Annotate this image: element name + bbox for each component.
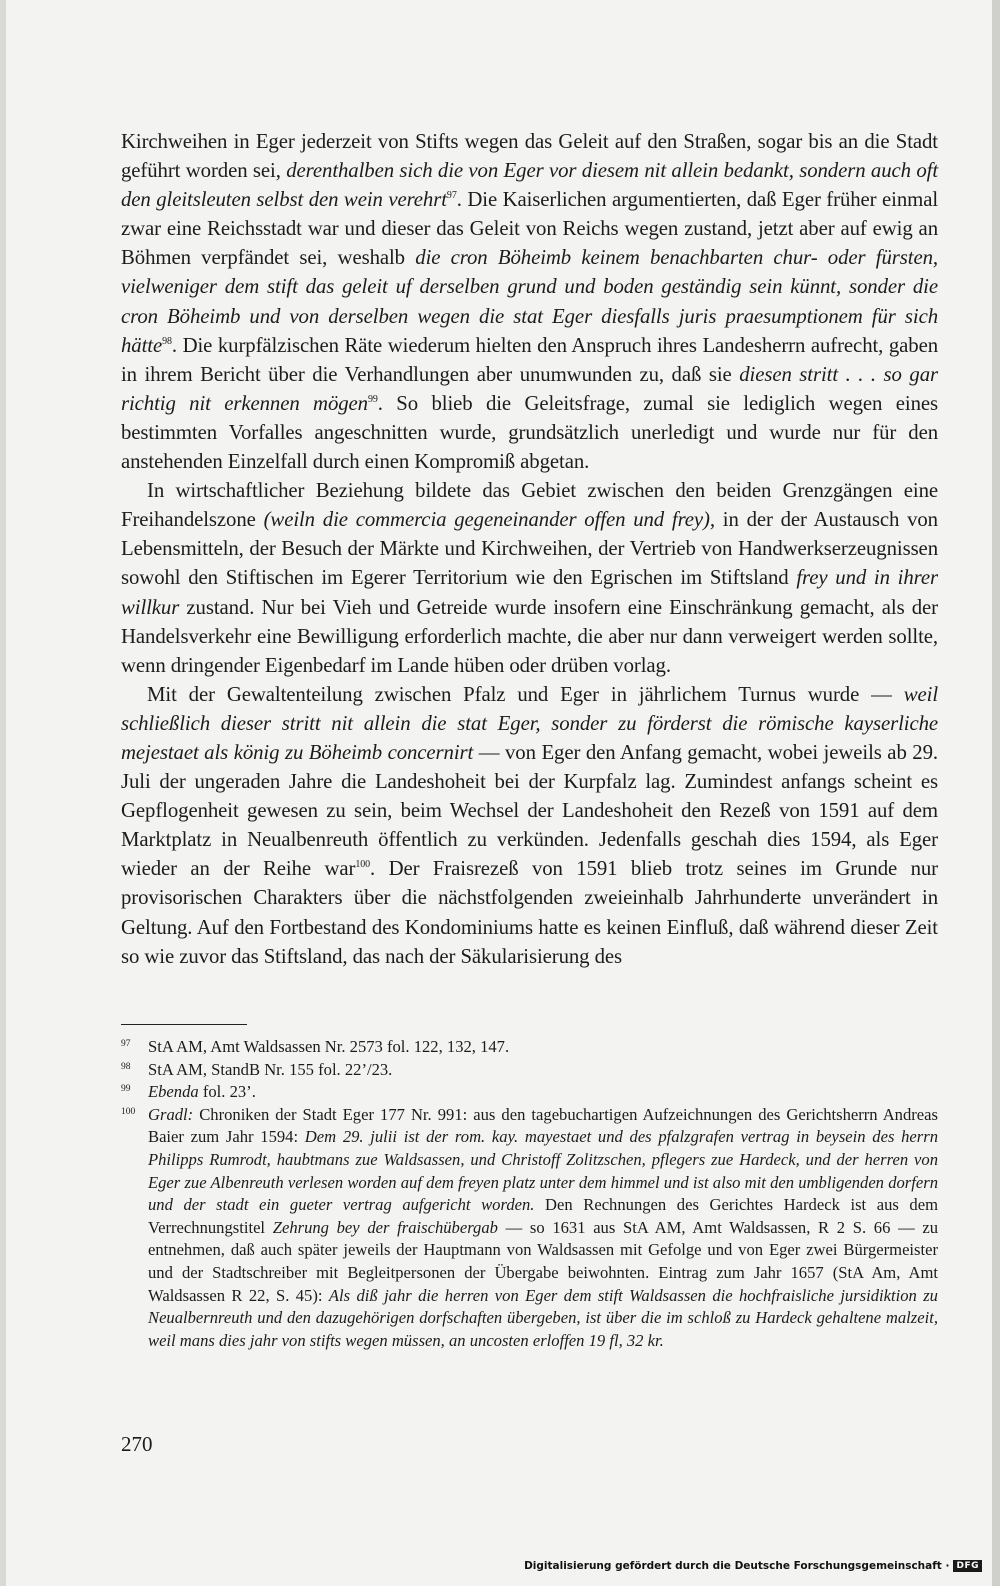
footnote: [121, 1081, 938, 1104]
text-run: StA AM, Amt Waldsassen Nr. 2573 fol. 122, 132, 147.: [148, 1037, 510, 1056]
text-run: . Der Fraisrezeß von 1591 blieb trotz seines im Grunde nur provisorischen Charakters über die nächstfolgenden zweieinhalb Jahrhunderte unverändert in Geltung. Auf den Fortbestand des Kondominiums hatte es keinen Einfluß, daß während dieser Zeit so wie zuvor das Stiftsland, das nach der Säkularisierung des: [121, 857, 938, 968]
text-run: In wirtschaftlicher Beziehung bildete das Gebiet zwischen den beiden Grenzgängen eine Freihandelszone: [121, 479, 938, 532]
footnote-ref: 100: [355, 859, 371, 871]
footnote-number: 97: [121, 1039, 131, 1049]
footnote-number: 99: [121, 1084, 131, 1095]
text-run: — so 1631 aus StA AM, Amt Waldsassen, R 2 S. 66 — zu entnehmen, daß auch später jeweils der Hauptmann von Waldsassen mit Gefolge und von Eger zwei Bürgermeister und der Stadtschreiber mit Begleitpersonen der Übergabe beiwohnten. Eintrag zum Jahr 1657 (StA Am, Amt Waldsassen R 22, S. 45):: [148, 1217, 939, 1305]
footnote-number: 100: [121, 1106, 136, 1117]
italic-quote: diesen stritt . . . so gar richtig nit erkennen mögen: [121, 362, 938, 415]
italic-quote: Dem 29. julii ist der rom. kay. mayestaet und des pfalzgrafen vertrag in beysein des herrn Philipps Rumrodt, haubtmans zue Waldsassen, und Christoff Zolitzschen, pflegers zue Hardeck, und der herren von Eger zue Albenreuth verlesen worden auf dem freyen platz unter dem himmel und ist also mit den umbligenden dorfern und der stadt ein gueter vertrag aufgericht worden.: [148, 1127, 938, 1215]
footnote-number: 98: [121, 1061, 131, 1072]
text-run: Mit der Gewaltenteilung zwischen Pfalz und Eger in jährlichem Turnus wurde —: [147, 682, 904, 706]
text-run: — von Eger den Anfang gemacht, wobei jeweils ab 29. Juli der ungeraden Jahre die Landeshoheit bei der Kurpfalz lag. Zumindest anfangs scheint es Gepflogenheit gewesen zu sein, beim Wechsel der Landeshoheit den Rezeß von 1591 auf dem Marktplatz in Neualbenreuth öffentlich zu verkünden. Jedenfalls geschah dies 1594, als Eger wieder an der Reihe war: [121, 740, 938, 881]
italic-quote: weil schließlich dieser stritt nit allein die stat Eger, sonder zu förderst die römische kayserliche mejestaet als könig zu Böheimb concernirt: [121, 682, 938, 764]
italic-quote: Ebenda: [148, 1082, 199, 1102]
dfg-logo: DFG: [953, 1560, 982, 1572]
italic-quote: Zehrung bey der fraischübergab: [272, 1217, 498, 1237]
footnote: [121, 1059, 938, 1082]
text-run: StA AM, StandB Nr. 155 fol. 22’/23.: [148, 1059, 393, 1079]
footnote-separator: [121, 1024, 247, 1025]
italic-quote: Gradl:: [148, 1104, 194, 1124]
digitization-credit: [524, 1560, 982, 1572]
text-run: fol. 23’.: [198, 1082, 256, 1102]
text-run: . So blieb die Geleitsfrage, zumal sie lediglich wegen eines bestimmten Vorfalles angeschnitten wurde, grundsätzlich unerledigt und wurde nur für den anstehenden Einzelfall durch einen Kompromiß abgetan.: [121, 391, 938, 474]
italic-quote: die cron Böheimb keinem benachbarten chur- oder fürsten, vielweniger dem stift das geleit uf derselben grund und boden geständig sein künnt, sonder die cron Böheimb und von derselben wegen die stat Eger diesfalls juris praesumptionem für sich hätte: [121, 246, 938, 357]
paragraph: [121, 127, 938, 476]
main-text-block: [121, 127, 938, 971]
footnote: [121, 1104, 938, 1353]
footnote-ref: 97: [446, 190, 457, 202]
paragraph: [121, 476, 938, 680]
footnote-ref: 99: [367, 393, 378, 405]
text-run: zustand. Nur bei Vieh und Getreide wurde insofern eine Einschränkung gemacht, als der Handelsverkehr eine Bewilligung erforderlich machte, die aber nur dann verweigert werden sollte, wenn dringender Eigenbedarf im Lande hüben oder drüben vorlag.: [121, 595, 938, 677]
footnotes: [121, 1036, 938, 1352]
paragraph: [121, 680, 938, 971]
text-run: . Die kurpfälzischen Räte wiederum hielten den Anspruch ihres Landesherrn aufrecht, gaben in ihrem Bericht über die Verhandlungen aber unumwunden zu, daß sie: [121, 333, 938, 386]
footnote-ref: 98: [162, 335, 172, 347]
footnote: [121, 1036, 938, 1059]
text-run: Chroniken der Stadt Eger 177 Nr. 991: aus den tagebuchartigen Aufzeichnungen des Gerichtsherrn Andreas Baier zum Jahr 1594:: [148, 1104, 938, 1147]
text-run: Kirchweihen in Eger jederzeit von Stifts wegen das Geleit auf den Straßen, sogar bis an die Stadt geführt worden sei,: [121, 130, 938, 183]
italic-quote: derenthalben sich die von Eger vor diesem nit allein bedankt, sondern auch oft den gleitsleuten selbst den wein verehrt: [121, 159, 938, 212]
body-paragraphs: [121, 127, 938, 971]
italic-quote: frey und in ihrer willkur: [121, 566, 938, 619]
text-run: . Die Kaiserlichen argumentierten, daß Eger früher einmal zwar eine Reichsstadt war und dieser das Geleit von Reichs wegen zustand, jetzt aber auf ewig an Böhmen verpfändet sei, weshalb: [121, 188, 939, 270]
page-number: 270: [121, 1432, 153, 1456]
text-run: in der der Austausch von Lebensmitteln, der Besuch der Märkte und Kirchweihen, der Vertrieb von Handwerkserzeugnissen sowohl den Stiftischen im Egerer Territorium wie den Egrischen im Stiftsland: [121, 508, 938, 590]
italic-quote: (weiln die commercia gegeneinander offen und frey),: [263, 508, 715, 532]
credit-text: Digitalisierung gefördert durch die Deutsche Forschungsgemeinschaft ·: [524, 1560, 950, 1572]
italic-quote: Als diß jahr die herren von Eger dem stift Waldsassen die hochfraisliche jursidiktion zu Neualbernreuth und den dazugehörigen dorfschaften übergeben, ist über die im schloß zu Hardeck gehaltene malzeit, weil mans dies jahr von stifts wegen müssen, an uncosten erloffen 19 fl, 32 kr.: [148, 1285, 938, 1350]
text-run: Den Rechnungen des Gerichtes Hardeck ist aus dem Verrechnungstitel: [148, 1195, 938, 1237]
